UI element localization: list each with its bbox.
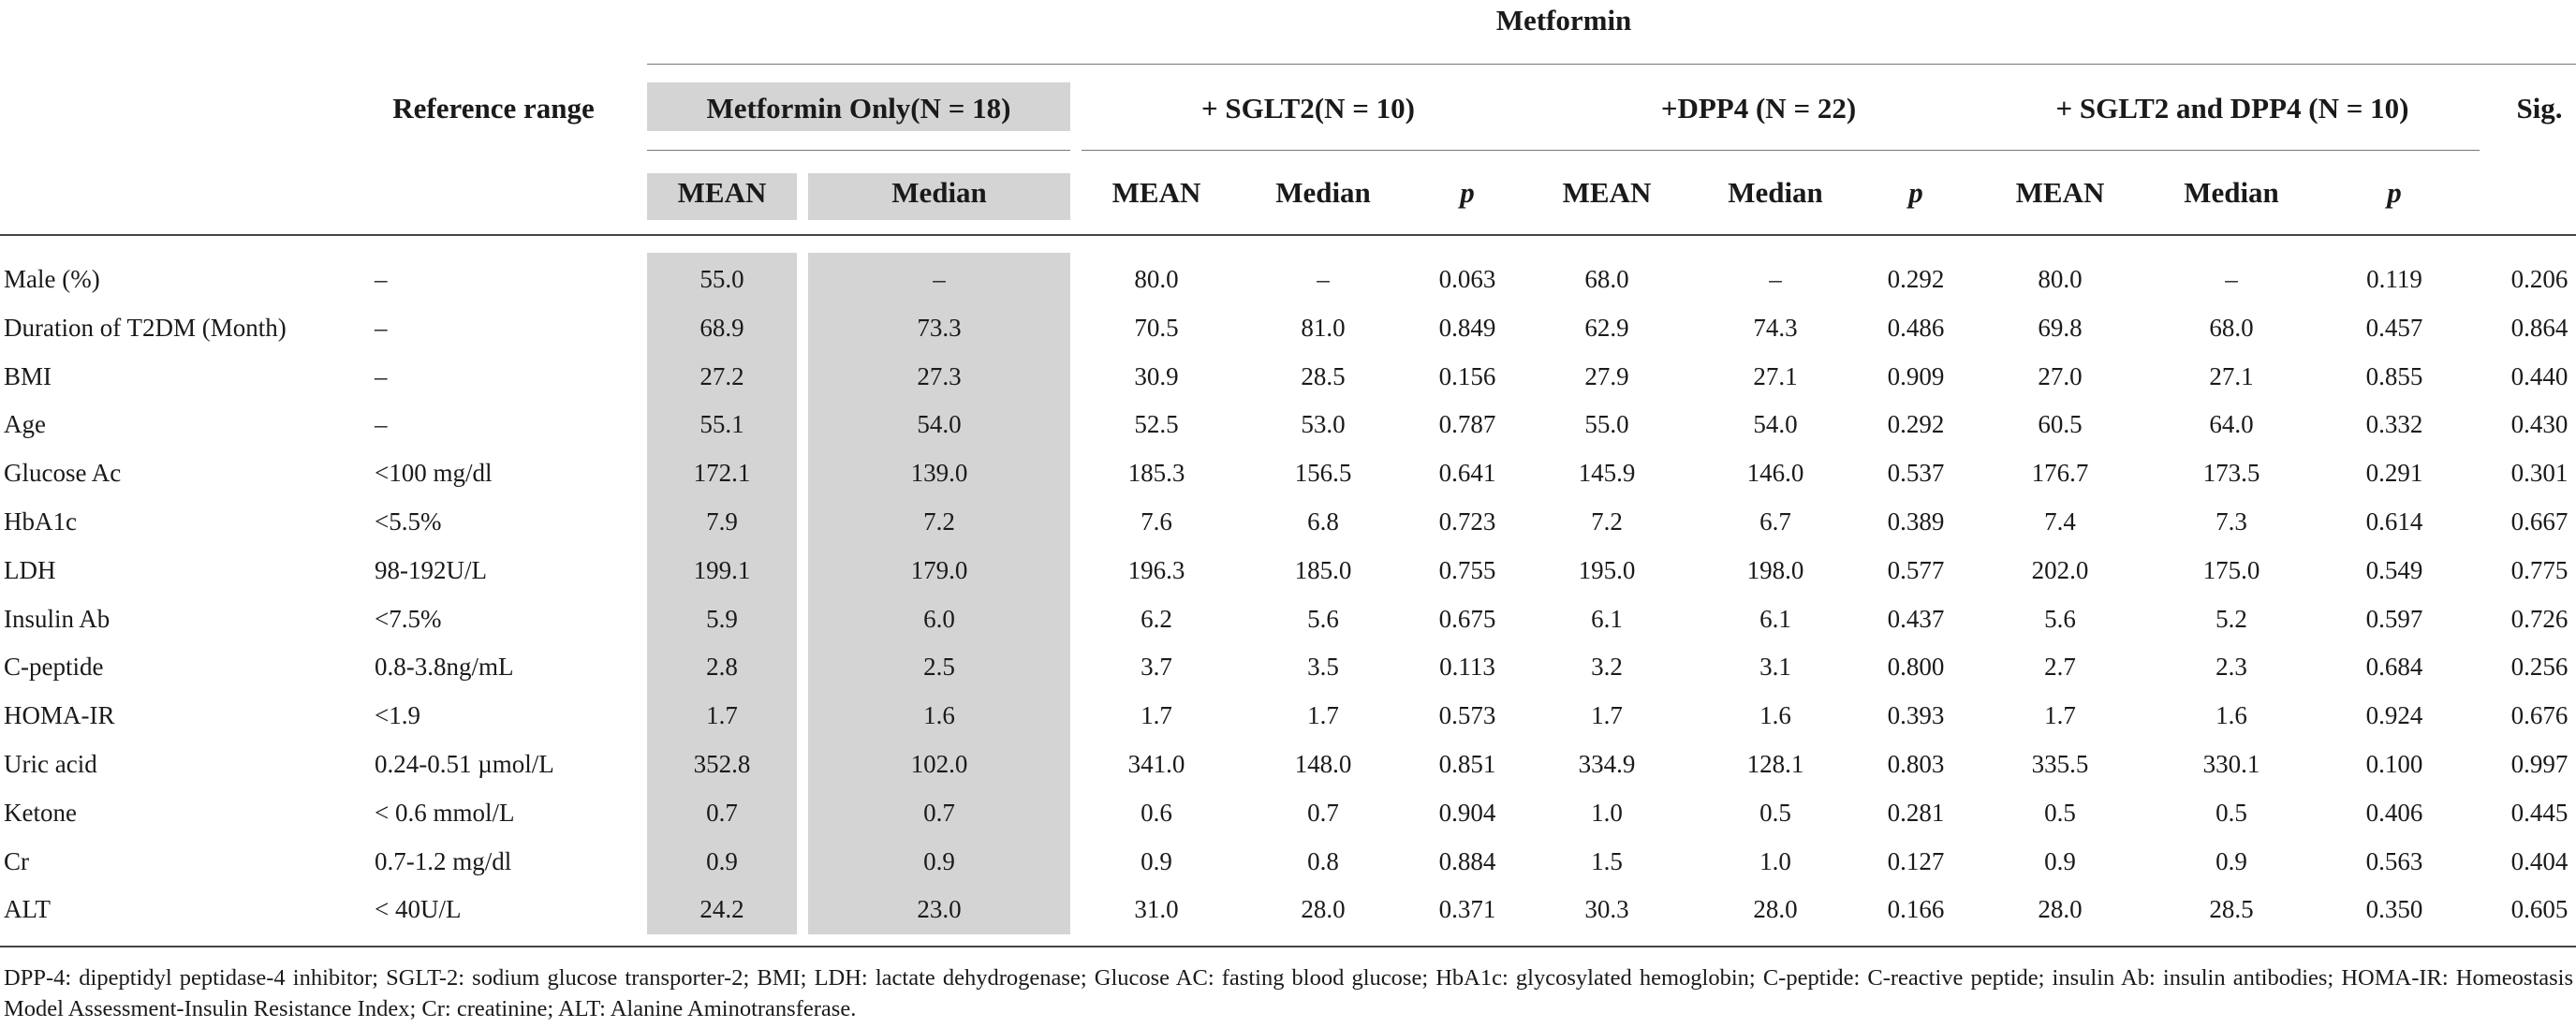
value-cell: 0.909 bbox=[1887, 362, 1945, 390]
value-cell: 0.5 bbox=[2215, 799, 2247, 827]
value-cell: 1.6 bbox=[923, 701, 955, 729]
metformin-only-rule bbox=[647, 150, 1070, 151]
value-cell: 3.7 bbox=[1141, 653, 1172, 681]
value-cell: 0.127 bbox=[1887, 847, 1945, 875]
value-cell: 199.1 bbox=[693, 556, 751, 584]
value-cell: 0.577 bbox=[1887, 556, 1945, 584]
row-label: Male (%) bbox=[4, 265, 100, 293]
value-cell: 27.2 bbox=[699, 362, 744, 390]
significance-cell: 0.440 bbox=[2510, 362, 2569, 390]
value-cell: 1.5 bbox=[1591, 847, 1623, 875]
value-cell: 5.6 bbox=[2044, 605, 2076, 633]
value-cell: 0.8 bbox=[1307, 847, 1339, 875]
value-cell: 146.0 bbox=[1746, 459, 1804, 487]
value-cell: 172.1 bbox=[693, 459, 751, 487]
value-cell: 341.0 bbox=[1127, 750, 1185, 778]
value-cell: 0.100 bbox=[2365, 750, 2423, 778]
value-cell: 80.0 bbox=[2038, 265, 2083, 293]
value-cell: 0.406 bbox=[2365, 799, 2423, 827]
value-cell: 81.0 bbox=[1301, 314, 1346, 342]
value-cell: 0.113 bbox=[1439, 653, 1495, 681]
value-cell: 54.0 bbox=[1753, 410, 1798, 438]
value-cell: 24.2 bbox=[699, 895, 744, 923]
value-cell: 102.0 bbox=[910, 750, 968, 778]
row-label: Glucose Ac bbox=[4, 459, 122, 487]
value-cell: 55.0 bbox=[1584, 410, 1629, 438]
row-label: HOMA-IR bbox=[4, 701, 115, 729]
row-label: Duration of T2DM (Month) bbox=[4, 314, 287, 342]
value-cell: 198.0 bbox=[1746, 556, 1804, 584]
value-cell: 0.849 bbox=[1438, 314, 1496, 342]
value-cell: 80.0 bbox=[1134, 265, 1179, 293]
value-cell: 0.156 bbox=[1438, 362, 1496, 390]
value-cell: 0.9 bbox=[2044, 847, 2076, 875]
p-value-header: p bbox=[1908, 176, 1923, 209]
value-cell: 6.1 bbox=[1759, 605, 1791, 633]
row-label: LDH bbox=[4, 556, 56, 584]
significance-cell: 0.997 bbox=[2510, 750, 2569, 778]
value-cell: 0.5 bbox=[1759, 799, 1791, 827]
reference-range-cell: – bbox=[375, 410, 388, 438]
value-cell: 145.9 bbox=[1578, 459, 1636, 487]
value-cell: 2.5 bbox=[923, 653, 955, 681]
value-cell: 0.855 bbox=[2365, 362, 2423, 390]
value-cell: 27.3 bbox=[917, 362, 962, 390]
sglt2-dpp4-rule bbox=[1983, 150, 2480, 151]
reference-range-cell: <7.5% bbox=[375, 605, 442, 633]
value-cell: 64.0 bbox=[2209, 410, 2254, 438]
significance-cell: 0.775 bbox=[2510, 556, 2569, 584]
value-cell: 23.0 bbox=[917, 895, 962, 923]
mean-header: MEAN bbox=[2015, 176, 2105, 209]
value-cell: 1.7 bbox=[1307, 701, 1339, 729]
row-label: ALT bbox=[4, 895, 52, 923]
row-label: Ketone bbox=[4, 799, 77, 827]
value-cell: 0.549 bbox=[2365, 556, 2423, 584]
value-cell: 55.0 bbox=[699, 265, 744, 293]
value-cell: 55.1 bbox=[699, 410, 744, 438]
row-label: Uric acid bbox=[4, 750, 97, 778]
value-cell: 27.1 bbox=[2209, 362, 2254, 390]
group-header: Metformin Only(N = 18) bbox=[706, 92, 1011, 125]
value-cell: 53.0 bbox=[1301, 410, 1346, 438]
value-cell: 60.5 bbox=[2038, 410, 2083, 438]
reference-range-cell: <5.5% bbox=[375, 507, 442, 536]
value-cell: 156.5 bbox=[1294, 459, 1352, 487]
value-cell: 1.6 bbox=[2215, 701, 2247, 729]
value-cell: 68.0 bbox=[2209, 314, 2254, 342]
mean-header: MEAN bbox=[677, 176, 767, 209]
value-cell: – bbox=[933, 265, 946, 293]
sglt2-rule bbox=[1082, 150, 1536, 151]
significance-cell: 0.404 bbox=[2510, 847, 2569, 875]
significance-header: Sig. bbox=[2516, 92, 2563, 125]
reference-range-cell: – bbox=[375, 265, 388, 293]
value-cell: 175.0 bbox=[2202, 556, 2260, 584]
value-cell: 1.0 bbox=[1759, 847, 1791, 875]
value-cell: 0.332 bbox=[2365, 410, 2423, 438]
dpp4-rule bbox=[1534, 150, 1983, 151]
value-cell: 2.7 bbox=[2044, 653, 2076, 681]
value-cell: 54.0 bbox=[917, 410, 962, 438]
value-cell: 0.597 bbox=[2365, 605, 2423, 633]
significance-cell: 0.605 bbox=[2510, 895, 2569, 923]
value-cell: 74.3 bbox=[1753, 314, 1798, 342]
row-label: BMI bbox=[4, 362, 52, 390]
value-cell: 0.675 bbox=[1438, 605, 1496, 633]
value-cell: 0.7 bbox=[923, 799, 955, 827]
value-cell: 0.393 bbox=[1887, 701, 1945, 729]
value-cell: 2.3 bbox=[2215, 653, 2247, 681]
mean-header: MEAN bbox=[1111, 176, 1201, 209]
reference-range-cell: < 40U/L bbox=[375, 895, 462, 923]
value-cell: 0.924 bbox=[2365, 701, 2423, 729]
value-cell: 0.371 bbox=[1438, 895, 1496, 923]
value-cell: 7.6 bbox=[1141, 507, 1172, 536]
significance-cell: 0.667 bbox=[2510, 507, 2569, 536]
value-cell: 28.5 bbox=[2209, 895, 2254, 923]
reference-range-cell: – bbox=[375, 362, 388, 390]
value-cell: 334.9 bbox=[1578, 750, 1636, 778]
value-cell: 0.884 bbox=[1438, 847, 1496, 875]
row-label: Cr bbox=[4, 847, 29, 875]
value-cell: 0.787 bbox=[1438, 410, 1496, 438]
value-cell: 3.5 bbox=[1307, 653, 1339, 681]
value-cell: 0.281 bbox=[1887, 799, 1945, 827]
value-cell: 0.9 bbox=[923, 847, 955, 875]
value-cell: 176.7 bbox=[2031, 459, 2089, 487]
significance-cell: 0.301 bbox=[2510, 459, 2569, 487]
value-cell: 27.0 bbox=[2038, 362, 2083, 390]
value-cell: 202.0 bbox=[2031, 556, 2089, 584]
value-cell: 128.1 bbox=[1746, 750, 1804, 778]
median-header: Median bbox=[1728, 176, 1823, 209]
value-cell: 6.0 bbox=[923, 605, 955, 633]
value-cell: – bbox=[2225, 265, 2238, 293]
group-header: + SGLT2 and DPP4 (N = 10) bbox=[2055, 92, 2409, 125]
p-value-header: p bbox=[2387, 176, 2402, 209]
value-cell: 173.5 bbox=[2202, 459, 2260, 487]
value-cell: 6.7 bbox=[1759, 507, 1791, 536]
value-cell: – bbox=[1317, 265, 1330, 293]
value-cell: 0.800 bbox=[1887, 653, 1945, 681]
value-cell: 0.9 bbox=[706, 847, 738, 875]
value-cell: 7.2 bbox=[923, 507, 955, 536]
value-cell: 70.5 bbox=[1134, 314, 1179, 342]
value-cell: 3.1 bbox=[1759, 653, 1791, 681]
value-cell: – bbox=[1769, 265, 1782, 293]
value-cell: 7.9 bbox=[706, 507, 738, 536]
value-cell: 0.723 bbox=[1438, 507, 1496, 536]
value-cell: 62.9 bbox=[1584, 314, 1629, 342]
footnote: DPP-4: dipeptidyl peptidase-4 inhibitor; SGLT-2: sodium glucose transporter-2; BMI; LDH: lactate dehydrogenase; Glucose AC: fasting blood glucose; HbA1c: glycosylated hemoglobin; C-peptide: C-reactive peptide; insulin Ab: insulin antibodies; HOMA-IR: Homeostasis Model Assessment-Insulin Resistance Index; Cr: creatinine; ALT: Alanine Aminotransferase. bbox=[4, 965, 2573, 1021]
value-cell: 0.563 bbox=[2365, 847, 2423, 875]
value-cell: 0.291 bbox=[2365, 459, 2423, 487]
mean-column-shade bbox=[647, 253, 797, 934]
value-cell: 1.6 bbox=[1759, 701, 1791, 729]
value-cell: 0.457 bbox=[2365, 314, 2423, 342]
value-cell: 0.7 bbox=[706, 799, 738, 827]
reference-range-cell: 98-192U/L bbox=[375, 556, 487, 584]
value-cell: 0.803 bbox=[1887, 750, 1945, 778]
value-cell: 0.292 bbox=[1887, 410, 1945, 438]
mean-header: MEAN bbox=[1562, 176, 1652, 209]
value-cell: 5.6 bbox=[1307, 605, 1339, 633]
value-cell: 7.3 bbox=[2215, 507, 2247, 536]
value-cell: 6.8 bbox=[1307, 507, 1339, 536]
value-cell: 68.9 bbox=[699, 314, 744, 342]
value-cell: 0.350 bbox=[2365, 895, 2423, 923]
reference-range-cell: <1.9 bbox=[375, 701, 420, 729]
row-label: C-peptide bbox=[4, 653, 104, 681]
value-cell: 30.3 bbox=[1584, 895, 1629, 923]
value-cell: 0.389 bbox=[1887, 507, 1945, 536]
value-cell: 7.4 bbox=[2044, 507, 2076, 536]
value-cell: 0.6 bbox=[1141, 799, 1172, 827]
value-cell: 0.537 bbox=[1887, 459, 1945, 487]
median-column-shade bbox=[808, 253, 1070, 934]
significance-cell: 0.726 bbox=[2510, 605, 2569, 633]
value-cell: 68.0 bbox=[1584, 265, 1629, 293]
value-cell: 6.2 bbox=[1141, 605, 1172, 633]
value-cell: 0.614 bbox=[2365, 507, 2423, 536]
value-cell: 69.8 bbox=[2038, 314, 2083, 342]
row-label: Insulin Ab bbox=[4, 605, 110, 633]
median-header: Median bbox=[1275, 176, 1371, 209]
value-cell: 0.292 bbox=[1887, 265, 1945, 293]
value-cell: 352.8 bbox=[693, 750, 751, 778]
significance-cell: 0.676 bbox=[2510, 701, 2569, 729]
value-cell: 1.0 bbox=[1591, 799, 1623, 827]
group-header: + SGLT2(N = 10) bbox=[1201, 92, 1415, 125]
value-cell: 31.0 bbox=[1134, 895, 1179, 923]
value-cell: 27.9 bbox=[1584, 362, 1629, 390]
value-cell: 148.0 bbox=[1294, 750, 1352, 778]
significance-cell: 0.256 bbox=[2510, 653, 2569, 681]
value-cell: 28.0 bbox=[1301, 895, 1346, 923]
header-bottom-rule bbox=[0, 234, 2576, 236]
value-cell: 0.684 bbox=[2365, 653, 2423, 681]
value-cell: 0.755 bbox=[1438, 556, 1496, 584]
value-cell: 0.9 bbox=[1141, 847, 1172, 875]
reference-range-cell: < 0.6 mmol/L bbox=[375, 799, 515, 827]
value-cell: 1.7 bbox=[1141, 701, 1172, 729]
value-cell: 0.166 bbox=[1887, 895, 1945, 923]
value-cell: 1.7 bbox=[706, 701, 738, 729]
row-label: HbA1c bbox=[4, 507, 77, 536]
median-header: Median bbox=[2184, 176, 2279, 209]
value-cell: 1.7 bbox=[2044, 701, 2076, 729]
value-cell: 27.1 bbox=[1753, 362, 1798, 390]
value-cell: 335.5 bbox=[2031, 750, 2089, 778]
value-cell: 179.0 bbox=[910, 556, 968, 584]
value-cell: 195.0 bbox=[1578, 556, 1636, 584]
median-header: Median bbox=[891, 176, 987, 209]
value-cell: 28.0 bbox=[2038, 895, 2083, 923]
value-cell: 0.486 bbox=[1887, 314, 1945, 342]
value-cell: 330.1 bbox=[2202, 750, 2260, 778]
value-cell: 185.3 bbox=[1127, 459, 1185, 487]
value-cell: 0.904 bbox=[1438, 799, 1496, 827]
value-cell: 5.2 bbox=[2215, 605, 2247, 633]
value-cell: 0.573 bbox=[1438, 701, 1496, 729]
significance-cell: 0.206 bbox=[2510, 265, 2569, 293]
value-cell: 0.851 bbox=[1438, 750, 1496, 778]
value-cell: 3.2 bbox=[1591, 653, 1623, 681]
reference-range-cell: <100 mg/dl bbox=[375, 459, 493, 487]
value-cell: 0.437 bbox=[1887, 605, 1945, 633]
value-cell: 28.5 bbox=[1301, 362, 1346, 390]
p-value-header: p bbox=[1460, 176, 1475, 209]
value-cell: 0.7 bbox=[1307, 799, 1339, 827]
group-title-rule bbox=[647, 64, 2576, 65]
value-cell: 0.119 bbox=[2366, 265, 2422, 293]
value-cell: 30.9 bbox=[1134, 362, 1179, 390]
value-cell: 5.9 bbox=[706, 605, 738, 633]
significance-cell: 0.445 bbox=[2510, 799, 2569, 827]
value-cell: 7.2 bbox=[1591, 507, 1623, 536]
group-title: Metformin bbox=[1495, 4, 1632, 37]
value-cell: 0.9 bbox=[2215, 847, 2247, 875]
value-cell: 0.641 bbox=[1438, 459, 1496, 487]
table-bottom-rule bbox=[0, 946, 2576, 947]
value-cell: 6.1 bbox=[1591, 605, 1623, 633]
value-cell: 2.8 bbox=[706, 653, 738, 681]
value-cell: 28.0 bbox=[1753, 895, 1798, 923]
value-cell: 52.5 bbox=[1134, 410, 1179, 438]
row-label: Age bbox=[4, 410, 46, 438]
reference-range-header: Reference range bbox=[392, 92, 595, 125]
value-cell: 1.7 bbox=[1591, 701, 1623, 729]
significance-cell: 0.430 bbox=[2510, 410, 2569, 438]
group-header: +DPP4 (N = 22) bbox=[1660, 92, 1857, 125]
significance-cell: 0.864 bbox=[2510, 314, 2569, 342]
reference-range-cell: 0.8-3.8ng/mL bbox=[375, 653, 514, 681]
reference-range-cell: 0.24-0.51 µmol/L bbox=[375, 750, 554, 778]
value-cell: 139.0 bbox=[910, 459, 968, 487]
value-cell: 0.063 bbox=[1438, 265, 1496, 293]
value-cell: 0.5 bbox=[2044, 799, 2076, 827]
reference-range-cell: 0.7-1.2 mg/dl bbox=[375, 847, 512, 875]
value-cell: 185.0 bbox=[1294, 556, 1352, 584]
value-cell: 196.3 bbox=[1127, 556, 1185, 584]
value-cell: 73.3 bbox=[917, 314, 962, 342]
reference-range-cell: – bbox=[375, 314, 388, 342]
